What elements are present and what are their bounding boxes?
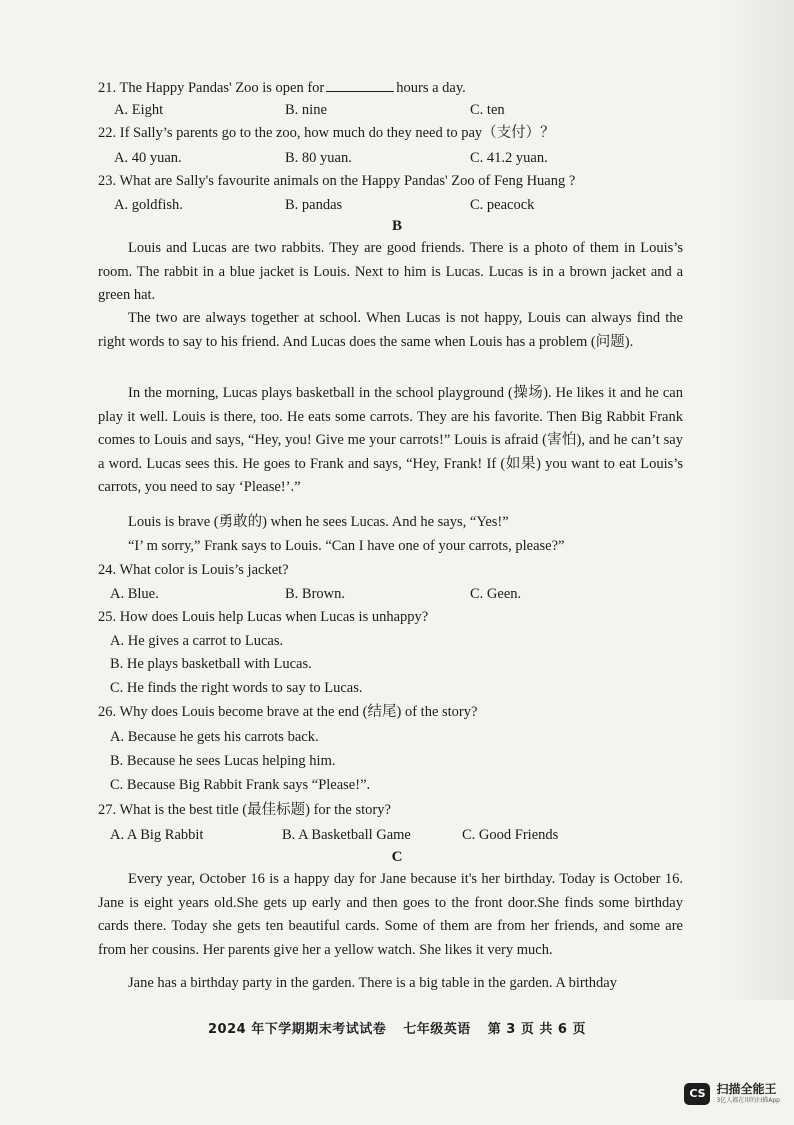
question-27: 27. What is the best title (最佳标题) for the story? — [98, 802, 391, 818]
question-21 — [98, 77, 698, 98]
question-21-option-a: A. Eight — [114, 102, 164, 118]
question-23-option-b: B. pandas — [285, 197, 343, 213]
camscanner-logo-icon: CS — [684, 1083, 710, 1105]
question-21-option-c: C. ten — [470, 102, 505, 118]
question-21-option-b: B. nine — [285, 102, 327, 118]
question-22-option-c: C. 41.2 yuan. — [470, 150, 548, 166]
question-23: 23. What are Sally's favourite animals on the Happy Pandas' Zoo of Feng Huang ? — [98, 173, 576, 189]
scanner-watermark — [684, 1082, 780, 1105]
question-26-option-b: B. Because he sees Lucas helping him. — [110, 753, 336, 769]
question-22-option-b: B. 80 yuan. — [285, 150, 352, 166]
passage-b-paragraph-3: In the morning, Lucas plays basketball in the school playground (操场). He likes it and he can play it well. Louis is there, too. He eats some carrots. They are his favorite. Then Big Rabbit Frank comes to Louis and says, “Hey, you! Give me your carrots!” Louis is afraid (害怕), and he can’t say a word. Lucas sees this. He goes to Frank and says, “Hey, Frank! If (如果) you want to eat Louis’s carrots, you need to say ‘Please!’.” — [98, 385, 683, 495]
footer-subject: 七年级英语 — [403, 1022, 471, 1037]
question-22-option-a: A. 40 yuan. — [114, 150, 182, 166]
question-26: 26. Why does Louis become brave at the end (结尾) of the story? — [98, 704, 478, 720]
question-24: 24. What color is Louis’s jacket? — [98, 562, 289, 578]
question-27-option-b: B. A Basketball Game — [282, 827, 411, 843]
question-21-text-before: 21. The Happy Pandas' Zoo is open for — [98, 80, 325, 96]
section-c-heading: C — [391, 849, 403, 865]
watermark-text — [716, 1082, 780, 1105]
watermark-subtitle: 3亿人都在用的扫描App — [716, 1097, 780, 1104]
question-25-option-c: C. He finds the right words to say to Lucas. — [110, 680, 363, 696]
question-21-blank — [326, 77, 394, 92]
question-25: 25. How does Louis help Lucas when Lucas is unhappy? — [98, 609, 429, 625]
question-24-option-c: C. Geen. — [470, 586, 522, 602]
footer-exam-title: 2024 年下学期期末考试试卷 — [207, 1022, 387, 1037]
question-23-option-c: C. peacock — [470, 197, 535, 213]
passage-b-paragraph-1: Louis and Lucas are two rabbits. They are good friends. There is a photo of them in Louis’s room. The rabbit in a blue jacket is Louis. Next to him is Lucas. Lucas is in a brown jacket and a green hat. — [98, 240, 683, 303]
question-27-option-c: C. Good Friends — [462, 827, 559, 843]
footer-page-number: 第 3 页 共 6 页 — [487, 1022, 587, 1037]
question-21-text-after: hours a day. — [396, 80, 466, 96]
question-26-option-c: C. Because Big Rabbit Frank says “Please!”. — [110, 777, 371, 793]
question-25-option-a: A. He gives a carrot to Lucas. — [110, 633, 284, 649]
page-footer — [0, 1018, 794, 1037]
passage-b-paragraph-2: The two are always together at school. When Lucas is not happy, Louis can always find the right words to say to his friend. And Lucas does the same when Louis has a problem (问题). — [98, 310, 683, 350]
watermark-title: 扫描全能王 — [716, 1082, 777, 1096]
question-26-option-a: A. Because he gets his carrots back. — [110, 729, 319, 745]
section-b-heading: B — [391, 218, 402, 234]
question-25-option-b: B. He plays basketball with Lucas. — [110, 656, 312, 672]
passage-c-paragraph-2: Jane has a birthday party in the garden. There is a big table in the garden. A birthday — [128, 975, 617, 991]
passage-b-paragraph-5: “I’ m sorry,” Frank says to Louis. “Can I have one of your carrots, please?” — [128, 538, 565, 554]
passage-c-paragraph-1: Every year, October 16 is a happy day for Jane because it's her birthday. Today is October 16. Jane is eight years old.She gets up early and then goes to the front door.She finds some birthday cards there. Today she gets ten beautiful cards. Some of them are from her friends, and some are from her cousins. Her parents give her a yellow watch. She likes it very much. — [98, 871, 683, 958]
question-22: 22. If Sally’s parents go to the zoo, how much do they need to pay（支付）？ — [98, 125, 555, 141]
question-24-option-b: B. Brown. — [285, 586, 346, 602]
question-23-option-a: A. goldfish. — [114, 197, 183, 213]
passage-b-paragraph-4: Louis is brave (勇敢的) when he sees Lucas. And he says, “Yes!” — [128, 514, 509, 530]
question-24-option-a: A. Blue. — [110, 586, 159, 602]
question-27-option-a: A. A Big Rabbit — [110, 827, 204, 843]
